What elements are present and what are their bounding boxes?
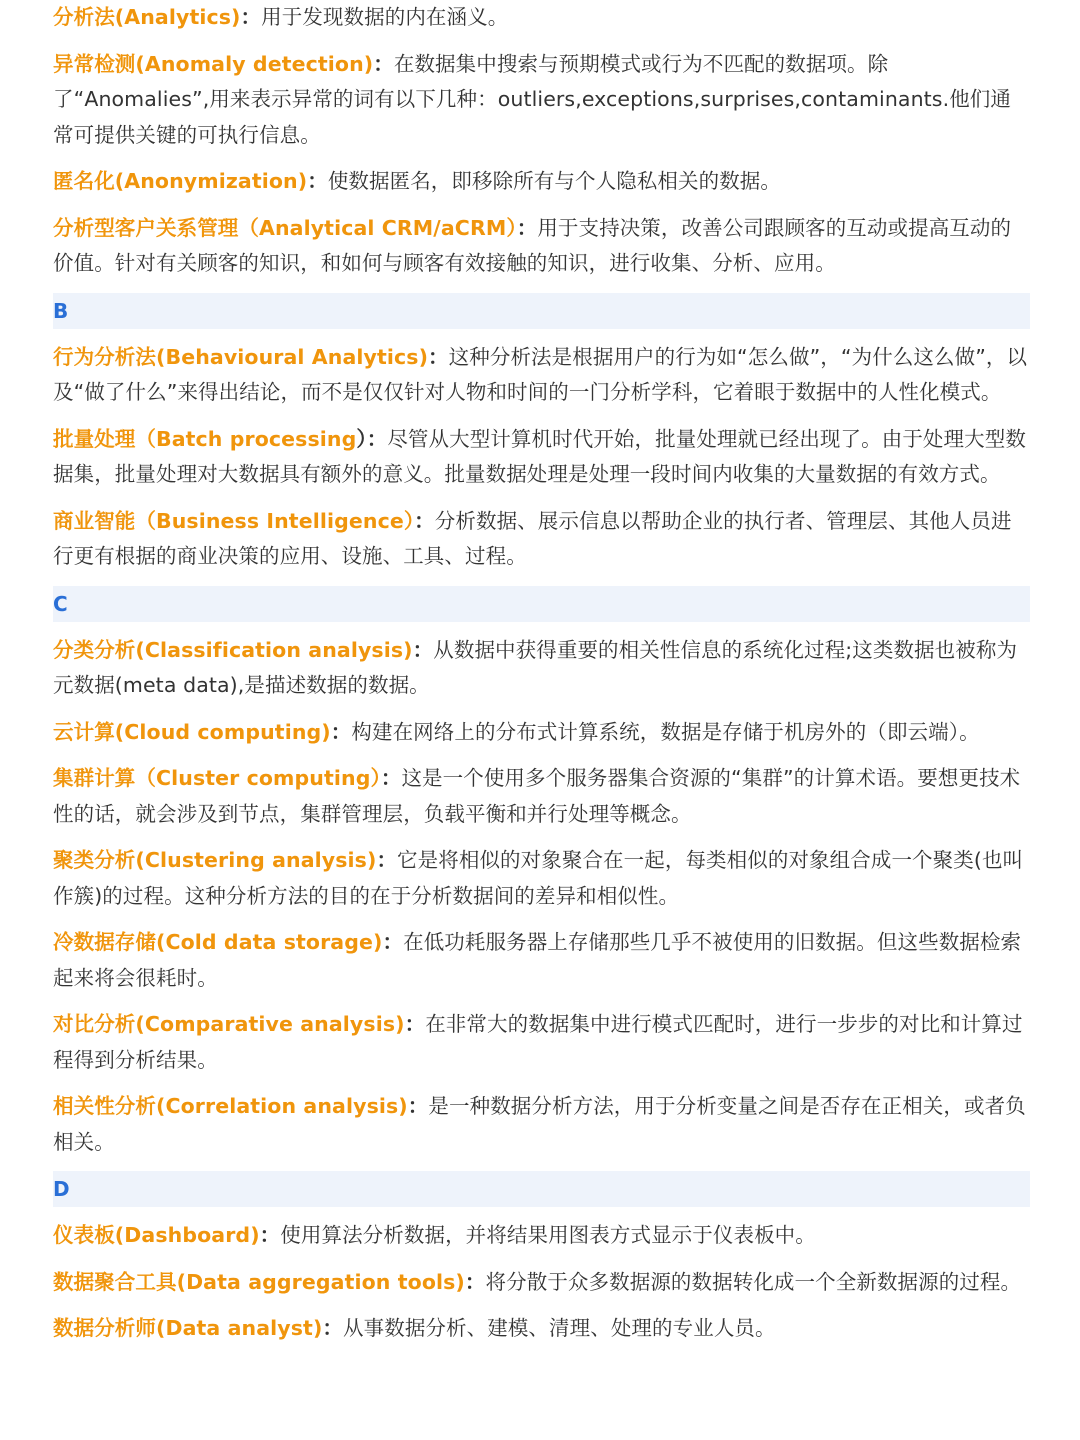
glossary-entry-anonymization bbox=[53, 164, 1030, 200]
glossary-entry-data-analyst bbox=[53, 1311, 1030, 1347]
section-header-b bbox=[53, 293, 1030, 329]
definition: 在低功耗服务器上存储那些几乎不被使用的旧数据。但这些数据检索起来将会很耗时。 bbox=[53, 930, 1022, 990]
term: 商业智能（Business Intelligence） bbox=[53, 508, 415, 533]
term: 仪表板(Dashboard) bbox=[53, 1223, 260, 1247]
separator: ： bbox=[428, 344, 449, 369]
glossary-page bbox=[53, 0, 1030, 1358]
section-header-d bbox=[53, 1171, 1030, 1207]
separator: ： bbox=[414, 508, 435, 533]
definition: 在非常大的数据集中进行模式匹配时，进行一步步的对比和计算过程得到分析结果。 bbox=[53, 1012, 1023, 1072]
term: 行为分析法(Behavioural Analytics) bbox=[53, 344, 429, 369]
term: 冷数据存储(Cold data storage) bbox=[53, 930, 383, 954]
definition: 在数据集中搜索与预期模式或行为不匹配的数据项。除了“Anomalies”,用来表示异常的词有以下几种：outliers,exceptions,surprises,contaminants.他们通常可提供关键的可执行信息。 bbox=[53, 51, 1011, 147]
glossary-entry-cold-data-storage bbox=[53, 925, 1030, 996]
section-letter: D bbox=[53, 1177, 70, 1201]
term: 分类分析(Classification analysis) bbox=[53, 637, 413, 662]
definition: 使用算法分析数据，并将结果用图表方式显示于仪表板中。 bbox=[280, 1223, 816, 1247]
glossary-entry-dashboard bbox=[53, 1218, 1030, 1254]
definition: 这是一个使用多个服务器集合资源的“集群”的计算术语。要想更技术性的话，就会涉及到节点，集群管理层，负载平衡和并行处理等概念。 bbox=[53, 766, 1021, 826]
definition: 构建在网络上的分布式计算系统，数据是存储于机房外的（即云端）。 bbox=[351, 719, 980, 744]
term: 集群计算（Cluster computing） bbox=[53, 766, 381, 790]
separator: ： bbox=[382, 930, 404, 954]
term: 分析法(Analytics) bbox=[53, 5, 241, 29]
term: 对比分析(Comparative analysis) bbox=[53, 1012, 405, 1036]
separator: ： bbox=[322, 1316, 344, 1340]
definition: 从事数据分析、建模、清理、处理的专业人员。 bbox=[343, 1316, 776, 1340]
separator: ）： bbox=[356, 426, 388, 451]
definition: 这种分析法是根据用户的行为如“怎么做”，“为什么这么做”，以及“做了什么”来得出结论，而不是仅仅针对人物和时间的一门分析学科，它着眼于数据中的人性化模式。 bbox=[53, 344, 1028, 404]
term: 分析型客户关系管理（Analytical CRM/aCRM） bbox=[53, 215, 517, 240]
term: 匿名化(Anonymization) bbox=[53, 169, 308, 193]
separator: ： bbox=[516, 215, 538, 240]
term: 异常检测(Anomaly detection) bbox=[53, 51, 374, 76]
glossary-entry-clustering-analysis bbox=[53, 843, 1030, 914]
separator: ： bbox=[307, 169, 328, 193]
section-letter: C bbox=[53, 591, 68, 616]
glossary-entry-analytics bbox=[53, 0, 1030, 36]
term: 数据聚合工具(Data aggregation tools) bbox=[53, 1269, 465, 1294]
separator: ： bbox=[259, 1223, 281, 1247]
definition: 它是将相似的对象聚合在一起，每类相似的对象组合成一个聚类(也叫作簇)的过程。这种分析方法的目的在于分析数据间的差异和相似性。 bbox=[53, 848, 1024, 908]
term: 相关性分析(Correlation analysis) bbox=[53, 1094, 408, 1118]
term: 聚类分析(Clustering analysis) bbox=[53, 848, 377, 872]
term: 云计算(Cloud computing) bbox=[53, 719, 331, 744]
glossary-entry-analytical-crm bbox=[53, 211, 1030, 282]
separator: ： bbox=[380, 766, 402, 790]
definition: 用于支持决策，改善公司跟顾客的互动或提高互动的价值。针对有关顾客的知识，和如何与顾客有效接触的知识，进行收集、分析、应用。 bbox=[53, 215, 1012, 275]
section-letter: B bbox=[53, 298, 69, 323]
glossary-entry-cluster-computing bbox=[53, 761, 1030, 832]
separator: ： bbox=[330, 719, 352, 744]
glossary-entry-classification-analysis bbox=[53, 633, 1030, 704]
glossary-entry-data-aggregation-tools bbox=[53, 1265, 1030, 1301]
glossary-entry-behavioural-analytics bbox=[53, 340, 1030, 411]
glossary-entry-business-intelligence bbox=[53, 504, 1030, 575]
separator: ： bbox=[240, 5, 262, 29]
glossary-entry-batch-processing bbox=[53, 422, 1030, 493]
separator: ： bbox=[404, 1012, 426, 1036]
term: 数据分析师(Data analyst) bbox=[53, 1316, 323, 1340]
term: 批量处理（Batch processing bbox=[53, 426, 357, 451]
definition: 尽管从大型计算机时代开始，批量处理就已经出现了。由于处理大型数据集，批量处理对大数据具有额外的意义。批量数据处理是处理一段时间内收集的大量数据的有效方式。 bbox=[53, 426, 1026, 486]
glossary-entry-anomaly-detection bbox=[53, 47, 1030, 154]
definition: 分析数据、展示信息以帮助企业的执行者、管理层、其他人员进行更有根据的商业决策的应用、设施、工具、过程。 bbox=[53, 508, 1012, 568]
section-header-c bbox=[53, 586, 1030, 622]
separator: ： bbox=[373, 51, 394, 76]
definition: 使数据匿名，即移除所有与个人隐私相关的数据。 bbox=[327, 169, 782, 193]
separator: ： bbox=[376, 848, 398, 872]
definition: 是一种数据分析方法，用于分析变量之间是否存在正相关，或者负相关。 bbox=[53, 1094, 1026, 1154]
separator: ： bbox=[464, 1269, 486, 1294]
definition: 从数据中获得重要的相关性信息的系统化过程;这类数据也被称为元数据(meta data),是描述数据的数据。 bbox=[53, 637, 1018, 697]
definition: 将分散于众多数据源的数据转化成一个全新数据源的过程。 bbox=[485, 1269, 1022, 1294]
separator: ： bbox=[407, 1094, 429, 1118]
glossary-entry-correlation-analysis bbox=[53, 1089, 1030, 1160]
glossary-entry-cloud-computing bbox=[53, 715, 1030, 751]
definition: 用于发现数据的内在涵义。 bbox=[261, 5, 509, 29]
separator: ： bbox=[412, 637, 434, 662]
glossary-entry-comparative-analysis bbox=[53, 1007, 1030, 1078]
